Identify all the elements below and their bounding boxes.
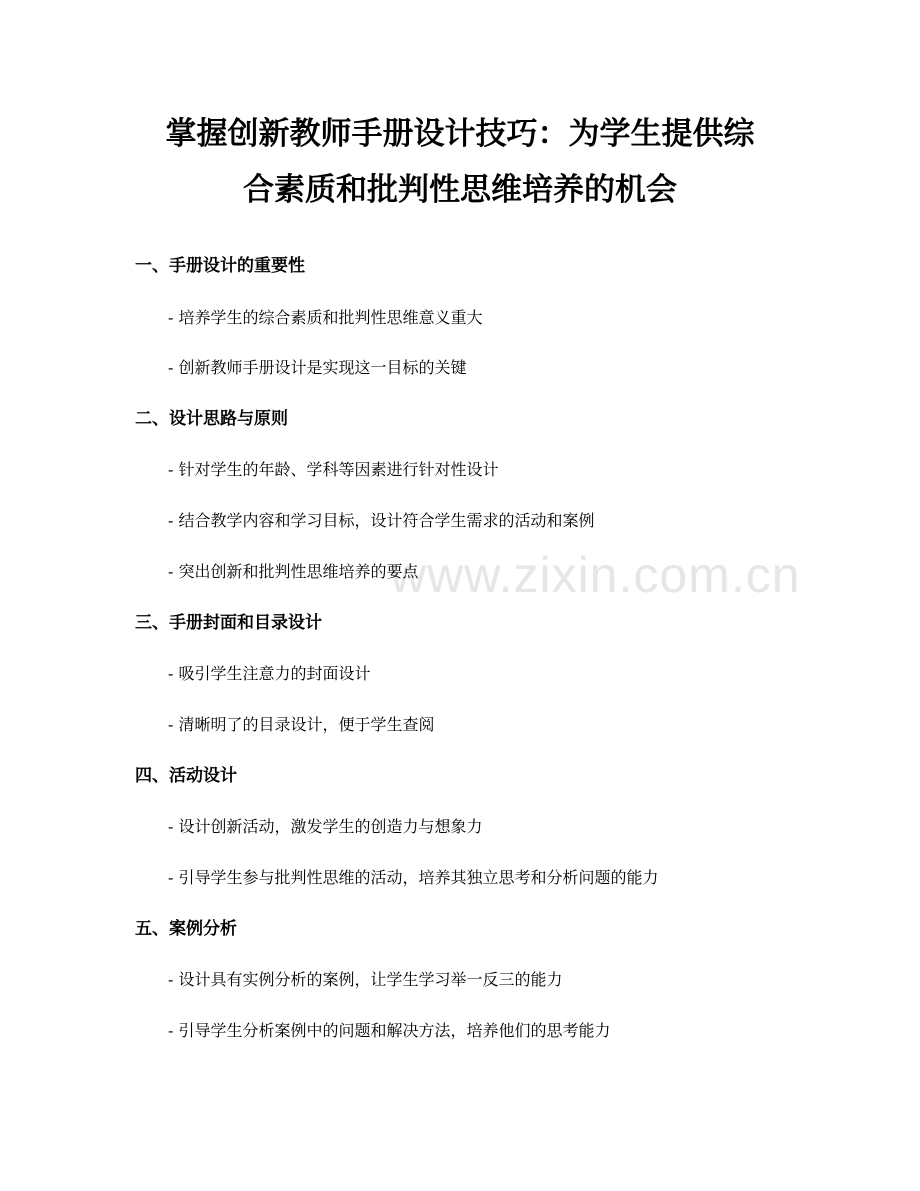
list-item: - 吸引学生注意力的封面设计 (168, 664, 371, 683)
watermark: www.zixin.com.cn (390, 547, 801, 603)
list-item: - 结合教学内容和学习目标，设计符合学生需求的活动和案例 (168, 511, 595, 530)
section-heading-2: 二、设计思路与原则 (135, 409, 288, 429)
title-line-1: 掌握创新教师手册设计技巧：为学生提供综 (165, 116, 755, 152)
list-item: - 针对学生的年龄、学科等因素进行针对性设计 (168, 460, 499, 479)
list-item: - 设计创新活动，激发学生的创造力与想象力 (168, 817, 483, 836)
list-item: - 创新教师手册设计是实现这一目标的关键 (168, 358, 467, 377)
list-item: - 引导学生分析案例中的问题和解决方法，培养他们的思考能力 (168, 1021, 611, 1040)
section-heading-4: 四、活动设计 (135, 766, 237, 786)
list-item: - 设计具有实例分析的案例，让学生学习举一反三的能力 (168, 970, 563, 989)
page-title (100, 106, 820, 218)
title-line-2: 合素质和批判性思维培养的机会 (243, 172, 677, 208)
section-heading-5: 五、案例分析 (135, 919, 237, 939)
section-heading-1: 一、手册设计的重要性 (135, 256, 305, 276)
list-item: - 突出创新和批判性思维培养的要点 (168, 562, 419, 581)
section-heading-3: 三、手册封面和目录设计 (135, 613, 322, 633)
list-item: - 培养学生的综合素质和批判性思维意义重大 (168, 308, 483, 327)
list-item: - 引导学生参与批判性思维的活动，培养其独立思考和分析问题的能力 (168, 868, 659, 887)
list-item: - 清晰明了的目录设计，便于学生查阅 (168, 715, 435, 734)
